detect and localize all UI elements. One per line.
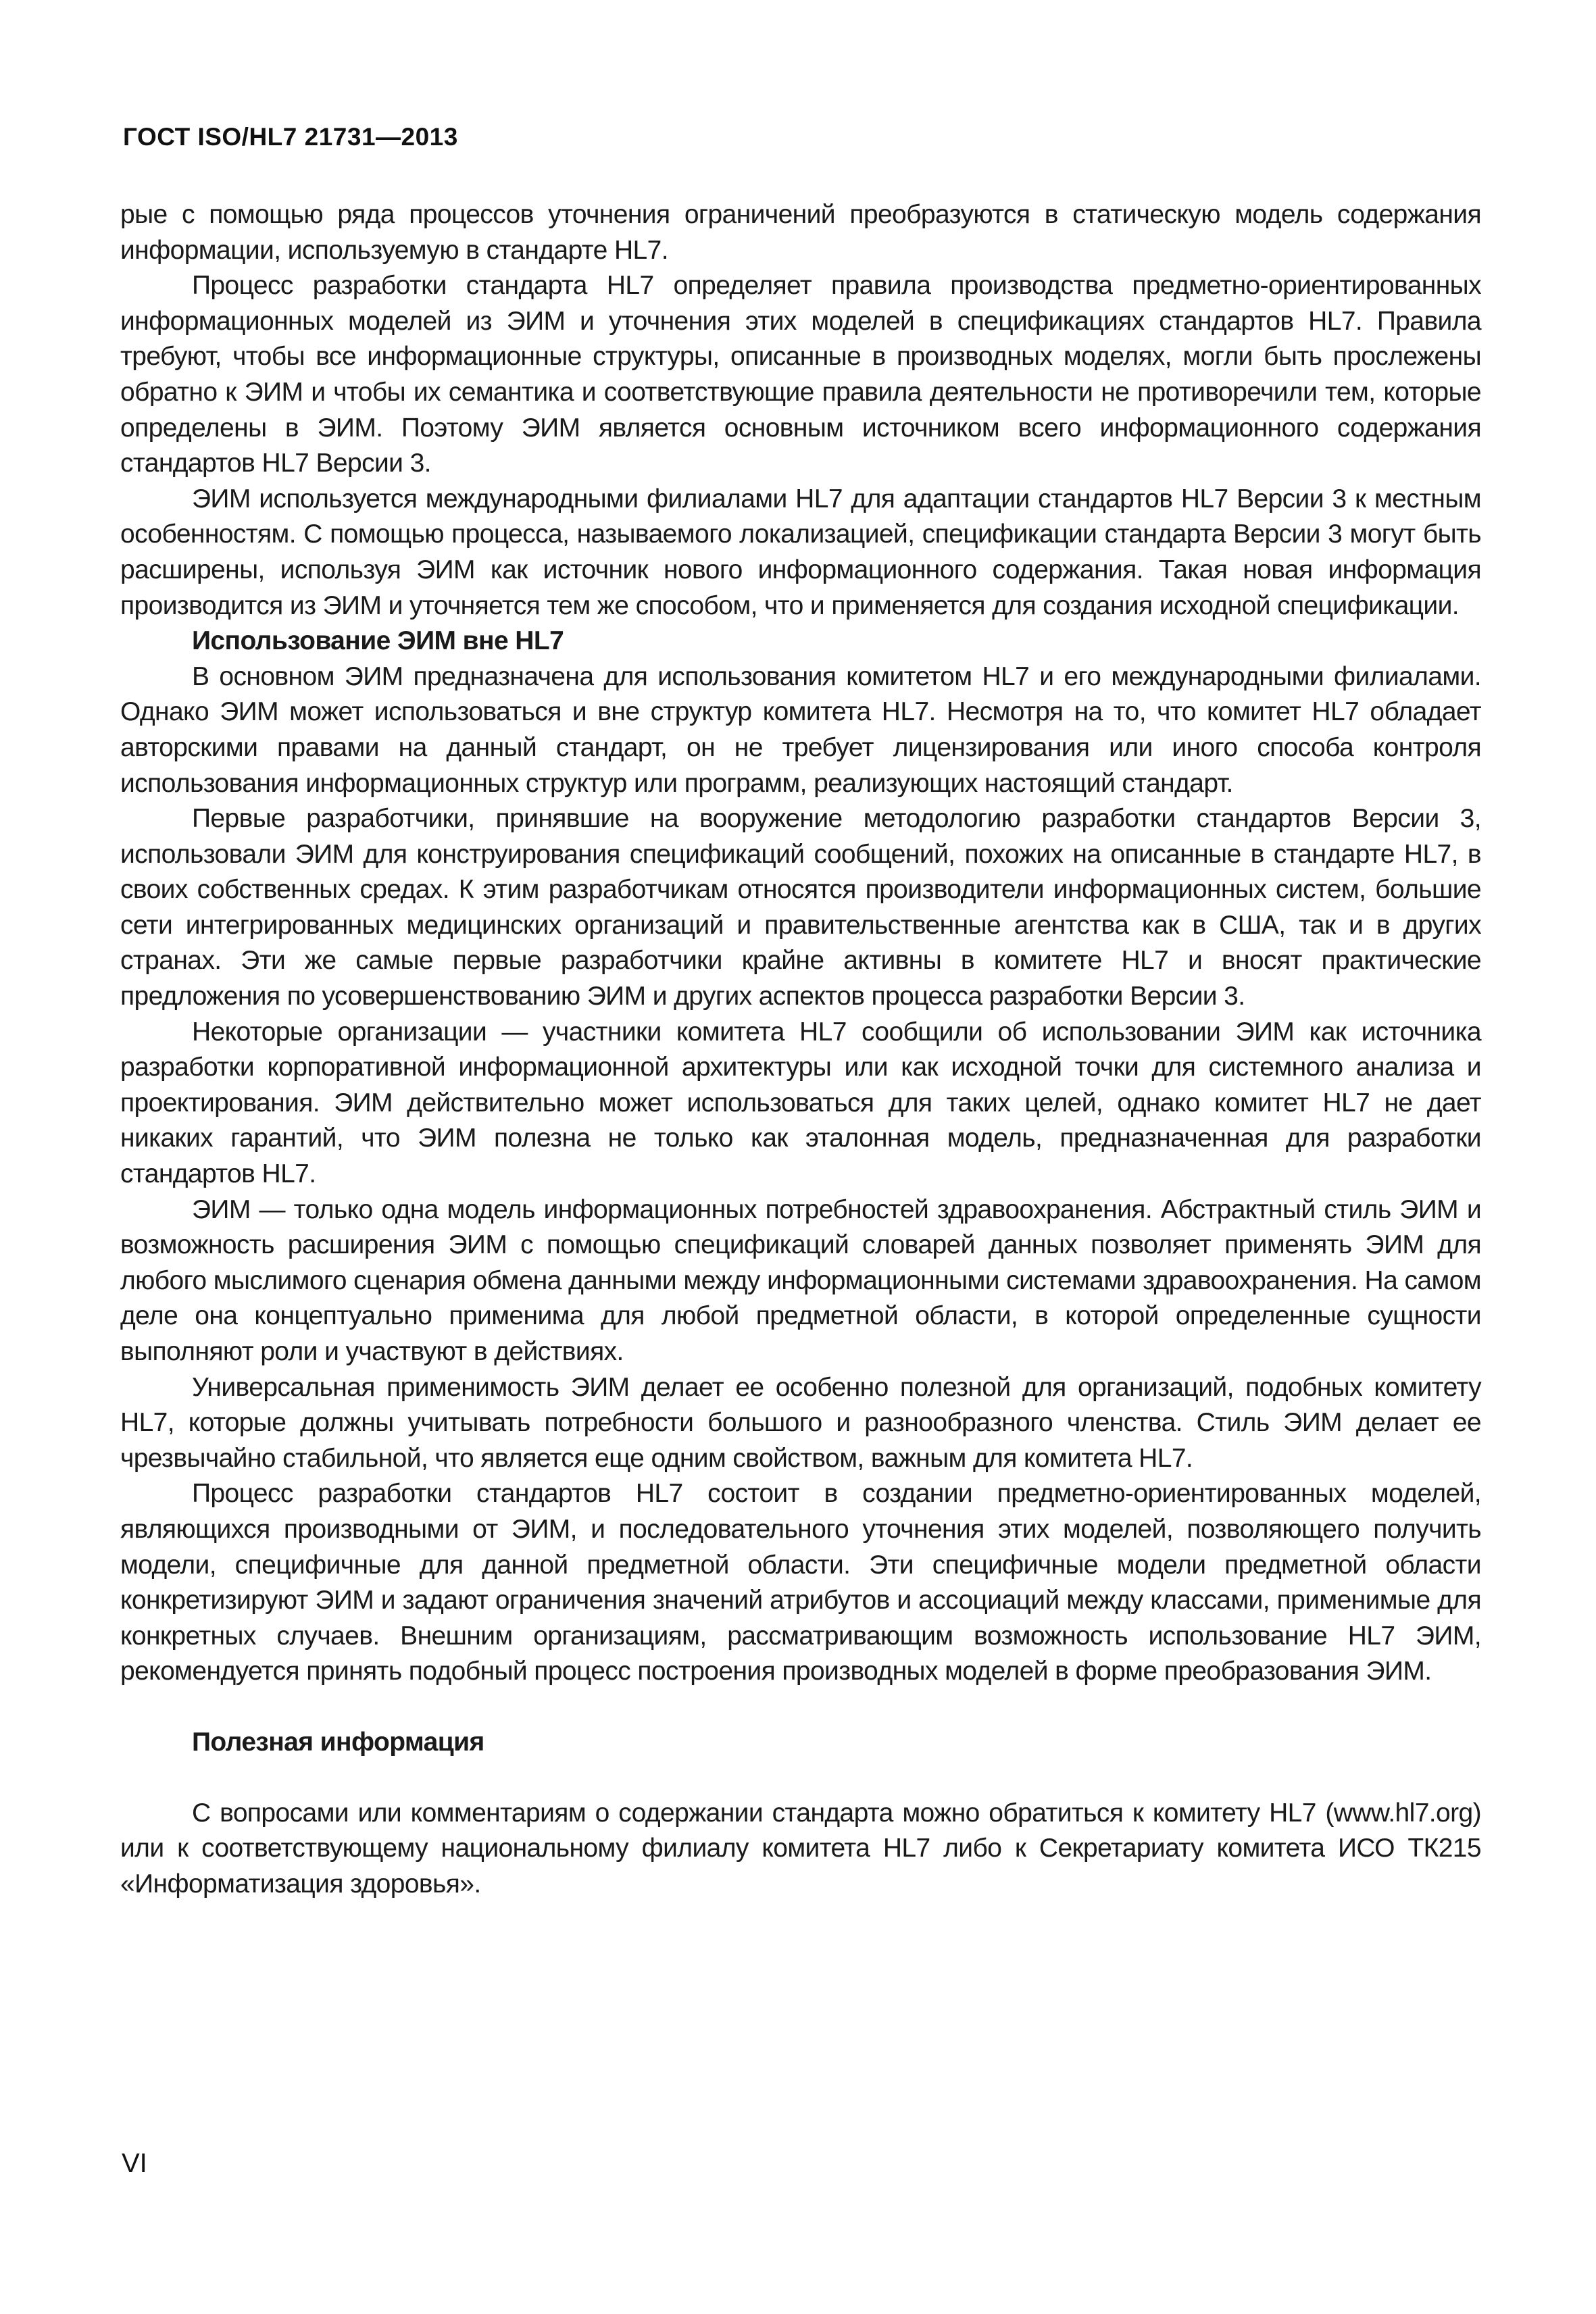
paragraph: С вопросами или комментариям о содержании стандарта можно обратиться к комитету HL7 (www.hl7.org) или к соответствующему национальному филиалу комитета HL7 либо к Секретариату комитета ИСО ТК215 «Информатизация здоровья». [120, 1798, 1481, 1898]
document-body [120, 197, 1481, 1902]
page-number: VI [122, 2148, 147, 2178]
paragraph: Универсальная применимость ЭИМ делает ее особенно полезной для организаций, подобных комитету HL7, которые должны учитывать потребности большого и разнообразного членства. Стиль ЭИМ делает ее чрезвычайно стабильной, что является еще одним свойством, важным для комитета HL7. [120, 1372, 1481, 1473]
paragraph: Процесс разработки стандарта HL7 определяет правила производства предметно-ориентированных информационных моделей из ЭИМ и уточнения этих моделей в спецификациях стандартов HL7. Правила требуют, чтобы все информационные структуры, описанные в производных моделях, могли быть прослежены обратно к ЭИМ и чтобы их семантика и соответствующие правила деятельности не противоречили тем, которые определены в ЭИМ. Поэтому ЭИМ является основным источником всего информационного содержания стандартов HL7 Версии 3. [120, 271, 1481, 478]
paragraph: Первые разработчики, принявшие на вооружение методологию разработки стандартов Версии 3, использовали ЭИМ для конструирования спецификаций сообщений, похожих на описанные в стандарте HL7, в своих собственных средах. К этим разработчикам относятся производители информационных систем, большие сети интегрированных медицинских организаций и правительственные агентства как в США, так и в других странах. Эти же самые первые разработчики крайне активны в комитете HL7 и вносят практические предложения по усовершенствованию ЭИМ и других аспектов процесса разработки Версии 3. [120, 804, 1481, 1011]
document-header: ГОСТ ISO/HL7 21731—2013 [123, 123, 458, 151]
paragraph: рые с помощью ряда процессов уточнения ограничений преобразуются в статическую модель содержания информации, используемую в стандарте HL7. [120, 200, 1481, 265]
paragraph: Некоторые организации — участники комитета HL7 сообщили об использовании ЭИМ как источника разработки корпоративной информационной архитектуры или как исходной точки для системного анализа и проектирования. ЭИМ действительно может использоваться для таких целей, однако комитет HL7 не дает никаких гарантий, что ЭИМ полезна не только как эталонная модель, предназначенная для разработки стандартов HL7. [120, 1017, 1481, 1189]
paragraph: В основном ЭИМ предназначена для использования комитетом HL7 и его международными филиалами. Однако ЭИМ может использоваться и вне структур комитета HL7. Несмотря на то, что комитет HL7 обладает авторскими правами на данный стандарт, он не требует лицензирования или иного способа контроля использования информационных структур или программ, реализующих настоящий стандарт. [120, 661, 1481, 798]
paragraph: ЭИМ используется международными филиалами HL7 для адаптации стандартов HL7 Версии 3 к местным особенностям. С помощью процесса, называемого локализацией, спецификации стандарта Версии 3 могут быть расширены, используя ЭИМ как источник нового информационного содержания. Такая новая информация производится из ЭИМ и уточняется тем же способом, что и применяется для создания исходной спецификации. [120, 484, 1481, 620]
paragraph: Процесс разработки стандартов HL7 состоит в создании предметно-ориентированных моделей, являющихся производными от ЭИМ, и последовательного уточнения этих моделей, позволяющего получить модели, специфичные для данной предметной области. Эти специфичные модели предметной области конкретизируют ЭИМ и задают ограничения значений атрибутов и ассоциаций между классами, применимые для конкретных случаев. Внешним организациям, рассматривающим возможность использование HL7 ЭИМ, рекомендуется принять подобный процесс построения производных моделей в форме преобразования ЭИМ. [120, 1479, 1481, 1686]
paragraph: ЭИМ — только одна модель информационных потребностей здравоохранения. Абстрактный стиль ЭИМ и возможность расширения ЭИМ с помощью спецификаций словарей данных позволяет применять ЭИМ для любого мыслимого сценария обмена данными между информационными системами здравоохранения. На самом деле она концептуально применима для любой предметной области, в которой определенные сущности выполняют роли и участвуют в действиях. [120, 1194, 1481, 1366]
section-heading: Использование ЭИМ вне HL7 [192, 626, 564, 656]
section-heading: Полезная информация [192, 1727, 484, 1757]
